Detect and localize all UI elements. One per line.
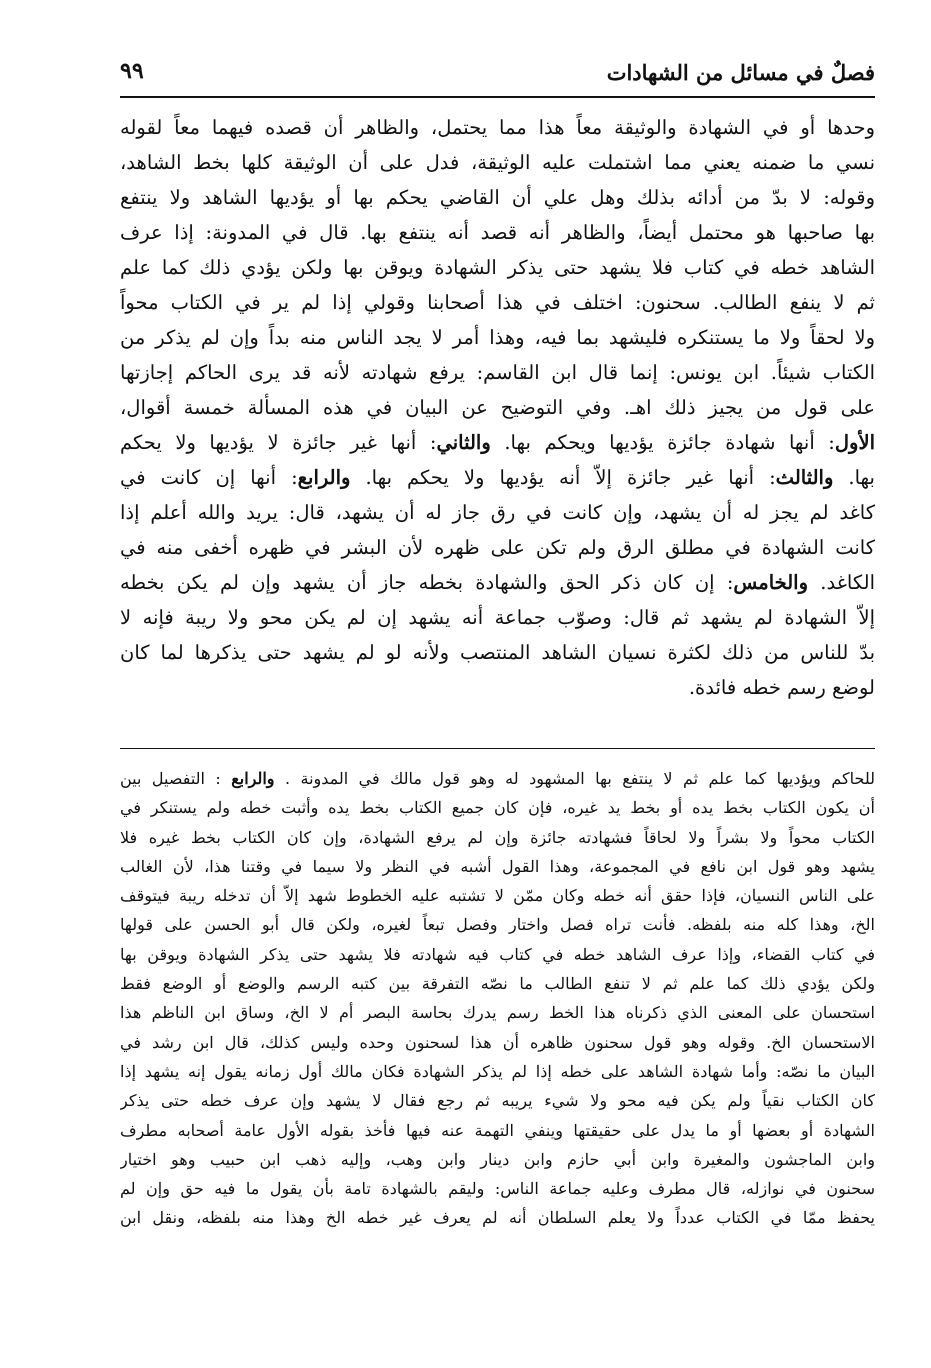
footnote-line — [120, 1086, 875, 1115]
text-segment: كان الكتاب نقياً ولم يكن فيه محو ولا شيء يريبه ثم رجع فقال لا يشهد وإن عرف خطه حتى يذكر — [120, 1091, 875, 1111]
bold-heading-term: والثالث — [775, 466, 834, 489]
footnote-line — [120, 910, 875, 939]
footnote-line — [120, 969, 875, 998]
text-segment: الاستحسان الخ. وقوله وهو قول سحنون ظاهره أن هذا لسحنون وحده وليس كذلك، قال ابن رشد في — [120, 1032, 875, 1052]
text-segment: : أنها غير جائزة إلاّ أنه يؤديها ولا يحكم بها. — [350, 466, 776, 489]
text-segment: نسي ما ضمنه يعني مما اشتملت عليه الوثيقة، فدل على أن الوثيقة كلها بخط الشاهد، — [120, 151, 875, 174]
text-segment: كانت الشهادة في مطلق الرق ولم تكن على ظهره لأن البشر في ظهره أخفى منه في — [120, 536, 875, 559]
bold-heading-term: والخامس — [733, 571, 809, 594]
main-line — [120, 495, 875, 530]
main-line — [120, 670, 875, 705]
main-line — [120, 250, 875, 285]
footnote-text — [120, 764, 875, 1233]
main-line — [120, 110, 875, 145]
main-text — [120, 110, 875, 705]
text-segment: الكتاب محواً ولا بشراً ولا لحاقاً فشهادته جائزة وإن لم يرفع الشهادة، وإن كان الكتاب بخط غيره فلا — [120, 827, 875, 847]
text-segment: على الناس النسيان، فإذا حقق أنه خطه وكان ممّن لا تشتبه عليه الخطوط شهد إلاّ أن تدخله ريبة فيتوقف — [120, 886, 875, 906]
text-segment: لوضع رسم خطه فائدة. — [688, 676, 875, 699]
text-segment: على قول من يجيز ذلك اهـ. وفي التوضيح عن البيان في هذه المسألة خمسة أقوال، — [120, 396, 875, 419]
text-segment: ثم لا ينفع الطالب. سحنون: اختلف في هذا أصحابنا وقولي إذا لم ير في الكتاب محواً — [120, 291, 875, 314]
text-segment: أن يكون الكتاب بخط يده أو بخط يد غيره، فإن كان جميع الكتاب بخط يده وأثبت خطه ولم يستنكر في — [120, 798, 875, 818]
main-line — [120, 320, 875, 355]
bold-heading-term: والثاني — [436, 431, 491, 454]
main-line — [120, 530, 875, 565]
footnote-line — [120, 1203, 875, 1232]
main-line — [120, 635, 875, 670]
text-segment: كاغد لم يجز له أن يشهد، وإن كانت في رق جاز له أن يشهد، قال: يريد والله أعلم إذا — [120, 501, 875, 524]
footnote-line — [120, 998, 875, 1027]
bold-heading-term: والرابع — [297, 466, 351, 489]
header-rule — [120, 96, 875, 98]
text-segment: : إن كان ذكر الحق والشهادة بخطه جاز أن يشهد وإن لم يكن بخطه — [120, 571, 734, 594]
footnote-line — [120, 1116, 875, 1145]
footnote-line — [120, 881, 875, 910]
footnote-line — [120, 764, 875, 793]
text-segment: بها. — [833, 466, 875, 489]
footnote-line — [120, 823, 875, 852]
text-segment: : أنها إن كانت في — [120, 466, 298, 489]
footnote-line — [120, 1028, 875, 1057]
text-segment: : أنها شهادة جائزة يؤديها ويحكم بها. — [490, 431, 835, 454]
main-line — [120, 145, 875, 180]
main-line — [120, 460, 875, 495]
main-line — [120, 285, 875, 320]
main-line — [120, 215, 875, 250]
text-segment: ولا لحقاً ولا ما يستنكره فليشهد بما فيه، وهذا أمر لا يجد الناس منه بداً وإن لم يذكر من — [120, 326, 875, 349]
chapter-title: فصلٌ في مسائل من الشهادات — [606, 60, 875, 85]
main-line — [120, 425, 875, 460]
main-line — [120, 390, 875, 425]
text-segment: الكتاب شيئاً. ابن يونس: إنما قال ابن القاسم: يرفع شهادته لأنه قد يرى الحاكم إجازتها — [120, 361, 875, 384]
text-segment: إلاّ الشهادة لم يشهد ثم قال: وصوّب جماعة أنه يشهد إن لم يكن محو ولا ريبة فإنه لا — [120, 606, 875, 629]
text-segment: سحنون في نوازله، قال مطرف وعليه جماعة الناس: وليقم بالشهادة تامة بأن يقول ما فيه حق وإن لم — [120, 1179, 875, 1199]
text-segment: في كتاب القضاء، وإذا عرف الشاهد خطه في كتاب فيه شهادته فلا يشهد حتى يذكر الشهادة ويوقن بها — [120, 944, 875, 964]
text-segment: وابن الماجشون والمغيرة وابن أبي حازم وابن دينار وابن وهب، وإليه ذهب ابن حبيب وهو اختيار — [120, 1149, 875, 1169]
footnote-line — [120, 1174, 875, 1203]
footnote-line — [120, 852, 875, 881]
footnote-line — [120, 940, 875, 969]
main-line — [120, 355, 875, 390]
text-segment: يحفظ ممّا في الكتاب عدداً ولا يعلم السلطان أنه لم يعرف غير خطه الخ وهذا منه بلفظه، ونقل ابن — [120, 1208, 875, 1228]
footnote-line — [120, 1057, 875, 1086]
bold-heading-term: والرابع — [231, 769, 275, 788]
footnote-line — [120, 1145, 875, 1174]
text-segment: بها صاحبها هو محتمل أيضاً، والظاهر أنه قصد أنه ينتفع بها. قال في المدونة: إذا عرف — [120, 221, 875, 244]
bold-heading-term: الأول — [834, 431, 875, 454]
text-segment: : التفصيل بين — [120, 769, 232, 788]
running-header — [120, 56, 875, 96]
text-segment: ولكن يؤدي ذلك كما علم ثم لا تنفع الطالب ما نصّه التفرقة بين كتبه الرسم والوضع أو الوضع فقط — [120, 974, 875, 994]
text-segment: البيان ما نصّه: وأما شهادة الشاهد على خطه إذا لم يذكر الشهادة فكان مالك أول زمانه يقول إنه يشهد إذا — [120, 1061, 875, 1081]
main-line — [120, 565, 875, 600]
text-segment: وحدها أو في الشهادة والوثيقة معاً هذا مما يحتمل، والظاهر أن قصده فيهما معاً لقوله — [120, 116, 875, 139]
text-segment: للحاكم ويؤديها كما علم ثم لا ينتفع بها المشهود له وهو قول مالك في المدونة . — [274, 769, 875, 788]
text-segment: استحسان على المعنى الذي ذكرناه هذا الخط رسم يدرك بحاسة البصر أم لا الخ، وساق ابن الناظم هذا — [120, 1003, 875, 1023]
text-segment: وقوله: لا بدّ من أدائه بذلك وهل علي أن القاضي يحكم بها أو يؤديها الشاهد ولا ينتفع — [120, 186, 875, 209]
text-segment: الشهادة أو بعضها أو ما يدل على حقيقتها وينفي التهمة عنه فيها فأخذ بقوله الأول عامة أصحابه مطرف — [120, 1120, 875, 1140]
text-segment: بدّ للناس من ذلك لكثرة نسيان الشاهد المنتصب ولأنه لو لم يشهد حتى يذكرها لما كان — [120, 641, 875, 664]
footnote-separator — [120, 748, 875, 749]
footnote-line — [120, 793, 875, 822]
text-segment: الكاغد. — [808, 571, 875, 594]
main-line — [120, 180, 875, 215]
text-segment: الشاهد خطه في كتاب فلا يشهد حتى يذكر الشهادة ويوقن بها ولكن يؤدي ذلك كما علم — [120, 256, 875, 279]
main-line — [120, 600, 875, 635]
page-number: ٩٩ — [120, 58, 144, 84]
text-segment: يشهد وهو قول ابن نافع في المجموعة، وهذا القول أشبه في النظر ولا سيما في وقتنا هذا، لأن الغالب — [120, 856, 875, 876]
text-segment: : أنها غير جائزة لا يؤديها ولا يحكم — [120, 431, 437, 454]
text-segment: الخ، وهذا كله منه بلفظه. فأنت تراه فصل واختار وفصل تبعاً لغيره، ولكن قال أبو الحسن على قولها — [120, 915, 875, 935]
